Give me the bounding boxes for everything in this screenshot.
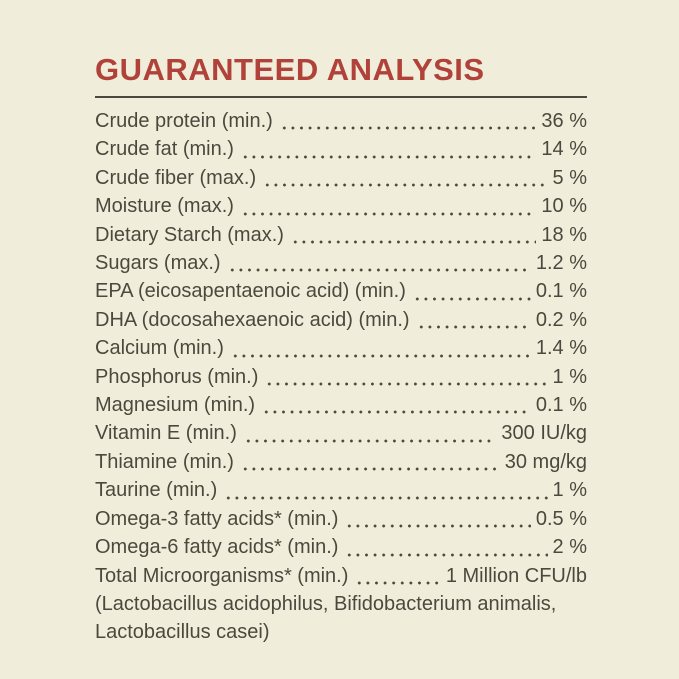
nutrient-value: 1.2 % bbox=[535, 252, 587, 275]
dot-leader bbox=[224, 476, 547, 504]
analysis-row bbox=[95, 249, 587, 277]
nutrient-label: Sugars (max.) bbox=[95, 252, 221, 275]
nutrient-value: 300 IU/kg bbox=[501, 422, 587, 445]
analysis-row bbox=[95, 107, 587, 135]
analysis-row bbox=[95, 221, 587, 249]
nutrient-label: EPA (eicosapentaenoic acid) (min.) bbox=[95, 280, 406, 303]
nutrient-label: Omega-3 fatty acids* (min.) bbox=[95, 507, 339, 530]
nutrient-value: 18 % bbox=[541, 223, 587, 246]
dot-leader bbox=[417, 306, 531, 334]
title-divider bbox=[95, 96, 587, 98]
nutrient-value: 5 % bbox=[552, 166, 587, 189]
analysis-row bbox=[95, 192, 587, 220]
nutrient-value: 0.2 % bbox=[535, 308, 587, 331]
nutrient-label: Magnesium (min.) bbox=[95, 394, 256, 417]
dot-leader bbox=[345, 505, 530, 533]
nutrient-label: Phosphorus (min.) bbox=[95, 365, 259, 388]
nutrient-value: 1.4 % bbox=[535, 337, 587, 360]
nutrient-label: Vitamin E (min.) bbox=[95, 422, 237, 445]
dot-leader bbox=[241, 135, 536, 163]
nutrient-label: Total Microorganisms* (min.) bbox=[95, 564, 349, 587]
nutrient-value: 14 % bbox=[541, 138, 587, 161]
nutrient-label: Dietary Starch (max.) bbox=[95, 223, 284, 246]
dot-leader bbox=[355, 562, 440, 590]
nutrient-value: 1 Million CFU/lb bbox=[445, 564, 587, 587]
analysis-row bbox=[95, 476, 587, 504]
nutrient-label: Thiamine (min.) bbox=[95, 450, 234, 473]
analysis-row bbox=[95, 363, 587, 391]
nutrient-label: Calcium (min.) bbox=[95, 337, 224, 360]
dot-leader bbox=[413, 277, 531, 305]
nutrient-label: Crude fiber (max.) bbox=[95, 166, 257, 189]
dot-leader bbox=[228, 249, 531, 277]
nutrient-label: Moisture (max.) bbox=[95, 195, 234, 218]
microorganisms-species-note: (Lactobacillus acidophilus, Bifidobacterium animalis, Lactobacillus casei) bbox=[95, 592, 557, 644]
nutrient-label: Taurine (min.) bbox=[95, 479, 218, 502]
dot-leader bbox=[265, 363, 547, 391]
nutrient-label: DHA (docosahexaenoic acid) (min.) bbox=[95, 308, 410, 331]
dot-leader bbox=[345, 533, 547, 561]
analysis-row bbox=[95, 533, 587, 561]
page-title: GUARANTEED ANALYSIS bbox=[95, 52, 485, 87]
analysis-row bbox=[95, 306, 587, 334]
nutrient-value: 0.1 % bbox=[535, 394, 587, 417]
nutrient-value: 1 % bbox=[552, 479, 587, 502]
dot-leader bbox=[231, 334, 531, 362]
nutrient-value: 0.5 % bbox=[535, 507, 587, 530]
dot-leader bbox=[241, 448, 500, 476]
nutrient-value: 1 % bbox=[552, 365, 587, 388]
nutrient-label: Omega-6 fatty acids* (min.) bbox=[95, 536, 339, 559]
analysis-row bbox=[95, 164, 587, 192]
nutrient-value: 10 % bbox=[541, 195, 587, 218]
nutrient-value: 30 mg/kg bbox=[504, 450, 587, 473]
analysis-row bbox=[95, 277, 587, 305]
nutrient-label: Crude fat (min.) bbox=[95, 138, 234, 161]
analysis-row bbox=[95, 135, 587, 163]
nutrient-value: 0.1 % bbox=[535, 280, 587, 303]
analysis-row bbox=[95, 505, 587, 533]
dot-leader bbox=[244, 419, 497, 447]
dot-leader bbox=[241, 192, 537, 220]
analysis-row bbox=[95, 419, 587, 447]
nutrient-label: Crude protein (min.) bbox=[95, 110, 273, 132]
nutrient-value: 2 % bbox=[552, 536, 587, 559]
analysis-row bbox=[95, 448, 587, 476]
analysis-row bbox=[95, 391, 587, 419]
analysis-row bbox=[95, 562, 587, 590]
dot-leader bbox=[280, 107, 537, 135]
dot-leader bbox=[291, 221, 536, 249]
nutrient-value: 36 % bbox=[541, 110, 587, 132]
dot-leader bbox=[263, 164, 547, 192]
analysis-row bbox=[95, 334, 587, 362]
dot-leader bbox=[262, 391, 531, 419]
analysis-table bbox=[95, 107, 587, 590]
